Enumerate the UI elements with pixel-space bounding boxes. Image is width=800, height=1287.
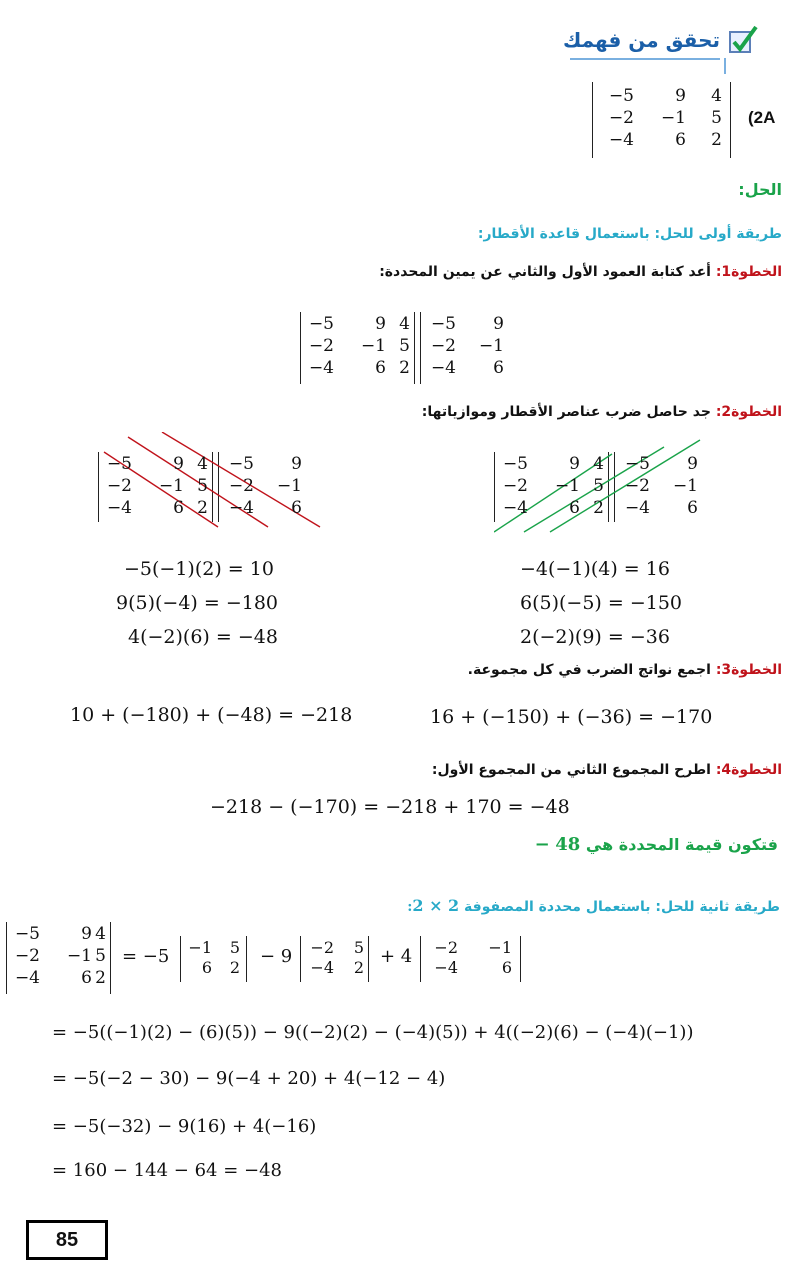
checkbox-icon (726, 24, 760, 58)
matrix-cell: 6 (493, 358, 504, 378)
matrix-cell: 9 (81, 924, 92, 944)
red-diagonals (98, 432, 338, 542)
matrix-cell: 5 (711, 108, 722, 128)
matrix-cell: −1 (660, 108, 686, 128)
matrix-cell: −1 (488, 938, 512, 957)
matrix-cell: 4 (399, 314, 410, 334)
result-value: 48 (555, 834, 581, 855)
expansion-coef-a: = −5 (122, 946, 170, 967)
matrix-cell: 6 (81, 968, 92, 988)
matrix-cell: −5 (308, 314, 334, 334)
matrix-cell: −4 (608, 130, 634, 150)
matrix-cell: 5 (229, 938, 240, 957)
result-text: فتكون قيمة المحددة هي (585, 835, 778, 854)
expansion-matrix (6, 922, 116, 994)
matrix-cell: −5 (430, 314, 456, 334)
matrix-cell: −4 (624, 498, 650, 518)
matrix-cell: −4 (228, 498, 254, 518)
step2-text: جد حاصل ضرب عناصر الأقطار وموازياتها: (421, 404, 711, 420)
matrix-cell: 2 (593, 498, 604, 518)
matrix-cell: −2 (430, 336, 456, 356)
diagonal-matrix-right (494, 452, 734, 532)
matrix-cell: 2 (353, 958, 364, 977)
matrix-cell: 5 (95, 946, 106, 966)
matrix-cell: 9 (675, 86, 686, 106)
matrix-cell: 4 (197, 454, 208, 474)
matrix-cell: −4 (434, 958, 458, 977)
matrix-cell: 2 (711, 130, 722, 150)
header-title: تحقق من فهمك (563, 28, 720, 52)
expansion-line4: = −5(−32) − 9(16) + 4(−16) (52, 1116, 317, 1137)
product-left: 9(5)(−4) = −180 (116, 592, 279, 614)
matrix-cell: −2 (228, 476, 254, 496)
solution-label: الحل: (738, 180, 782, 199)
matrix-cell: −5 (14, 924, 40, 944)
matrix-cell: −1 (360, 336, 386, 356)
result-line (535, 834, 778, 855)
matrix-cell: 9 (291, 454, 302, 474)
matrix-cell: 9 (687, 454, 698, 474)
matrix-cell: −4 (430, 358, 456, 378)
expansion-line3: = −5(−2 − 30) − 9(−4 + 20) + 4(−12 − 4) (52, 1068, 446, 1089)
minor3 (420, 936, 524, 982)
matrix-cell: −5 (502, 454, 528, 474)
matrix-cell: −2 (434, 938, 458, 957)
matrix-cell: −5 (624, 454, 650, 474)
header-vline (724, 58, 726, 74)
step2-line (422, 404, 782, 420)
green-diagonals (494, 432, 734, 542)
difference: −218 − (−170) = −218 + 170 = −48 (210, 796, 570, 818)
matrix-cell: 4 (593, 454, 604, 474)
matrix-cell: −2 (624, 476, 650, 496)
expansion-line2: = −5((−1)(2) − (6)(5)) − 9((−2)(2) − (−4)(5)) + 4((−2)(6) − (−4)(−1)) (52, 1022, 694, 1043)
matrix-cell: −1 (188, 938, 212, 957)
sum-left: 10 + (−180) + (−48) = −218 (70, 704, 353, 726)
matrix-cell: 4 (711, 86, 722, 106)
product-right: −4(−1)(4) = 16 (520, 558, 670, 580)
minor1 (180, 936, 250, 982)
matrix-cell: 9 (375, 314, 386, 334)
matrix-cell: −2 (14, 946, 40, 966)
result-sign: − (534, 834, 550, 855)
expansion-line5: = 160 − 144 − 64 = −48 (52, 1160, 282, 1181)
problem-label: (2A (748, 108, 776, 127)
minor2 (300, 936, 372, 982)
matrix-cell: −2 (608, 108, 634, 128)
step4-label: الخطوة4: (715, 762, 782, 778)
matrix-cell: 2 (95, 968, 106, 988)
matrix-cell: 2 (399, 358, 410, 378)
matrix-cell: 2 (229, 958, 240, 977)
matrix-cell: 6 (201, 958, 212, 977)
matrix-cell: −1 (554, 476, 580, 496)
matrix-cell: −2 (310, 938, 334, 957)
product-left: 4(−2)(6) = −48 (128, 626, 278, 648)
matrix-cell: 5 (399, 336, 410, 356)
matrix-cell: −2 (106, 476, 132, 496)
extended-matrix (300, 312, 510, 384)
matrix-cell: 2 (197, 498, 208, 518)
step3-text: اجمع نواتج الضرب في كل مجموعة. (467, 662, 711, 678)
step4-text: اطرح المجموع الثاني من المجموع الأول: (431, 762, 711, 778)
expansion-coef-b: − 9 (260, 946, 293, 967)
step1-text: أعد كتابة العمود الأول والثاني عن يمين المحددة: (379, 264, 711, 280)
matrix-cell: −4 (310, 958, 334, 977)
step1-label: الخطوة1: (715, 264, 782, 280)
matrix-cell: −1 (672, 476, 698, 496)
problem-matrix (588, 82, 738, 158)
step3-label: الخطوة3: (715, 662, 782, 678)
diagonal-matrix-left (98, 452, 338, 532)
sum-right: 16 + (−150) + (−36) = −170 (430, 706, 713, 728)
method2-title-line (407, 896, 780, 915)
step1-line (379, 264, 782, 280)
matrix-cell: −4 (14, 968, 40, 988)
matrix-cell: 6 (675, 130, 686, 150)
method2-title: طريقة ثانية للحل: باستعمال محددة المصفوفة (464, 899, 780, 915)
product-right: 2(−2)(9) = −36 (520, 626, 670, 648)
matrix-cell: −4 (502, 498, 528, 518)
matrix-cell: −4 (308, 358, 334, 378)
step2-label: الخطوة2: (715, 404, 782, 420)
matrix-cell: −5 (106, 454, 132, 474)
matrix-cell: 6 (687, 498, 698, 518)
expansion-coef-c: + 4 (380, 946, 413, 967)
method2-colon: : (407, 899, 413, 915)
matrix-cell: 6 (501, 958, 512, 977)
matrix-cell: 6 (291, 498, 302, 518)
matrix-cell: 5 (197, 476, 208, 496)
matrix-cell: 6 (375, 358, 386, 378)
method1-title: طريقة أولى للحل: باستعمال قاعدة الأقطار: (477, 226, 782, 242)
matrix-cell: −4 (106, 498, 132, 518)
matrix-cell: 6 (569, 498, 580, 518)
header-underline (570, 58, 720, 60)
matrix-cell: −2 (308, 336, 334, 356)
matrix-cell: 5 (593, 476, 604, 496)
matrix-cell: −1 (158, 476, 184, 496)
check-understanding-header (520, 22, 760, 72)
method2-dims: 2 × 2 (412, 896, 460, 915)
product-left: −5(−1)(2) = 10 (124, 558, 274, 580)
matrix-cell: 6 (173, 498, 184, 518)
matrix-cell: 5 (353, 938, 364, 957)
matrix-cell: 9 (569, 454, 580, 474)
matrix-cell: −1 (66, 946, 92, 966)
matrix-cell: 4 (95, 924, 106, 944)
product-right: 6(5)(−5) = −150 (520, 592, 683, 614)
matrix-cell: 9 (493, 314, 504, 334)
matrix-cell: −1 (276, 476, 302, 496)
matrix-cell: −5 (608, 86, 634, 106)
step4-line (432, 762, 782, 778)
matrix-cell: −1 (478, 336, 504, 356)
matrix-cell: −5 (228, 454, 254, 474)
matrix-cell: 9 (173, 454, 184, 474)
page-number: 85 (26, 1220, 108, 1260)
step3-line (468, 662, 782, 678)
matrix-cell: −2 (502, 476, 528, 496)
